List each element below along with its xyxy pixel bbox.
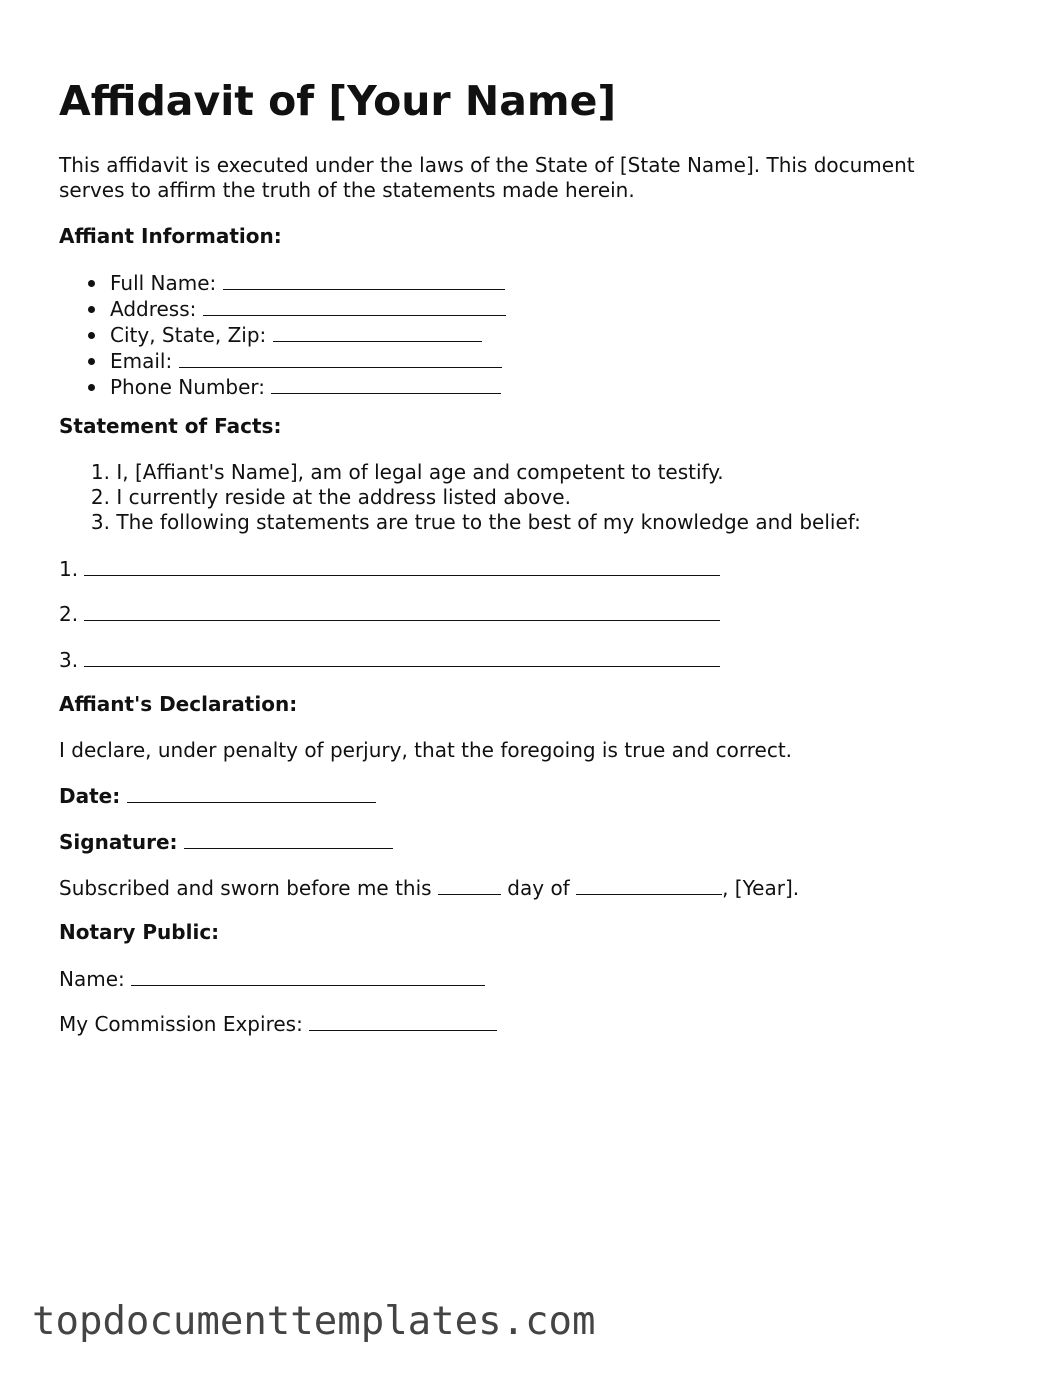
address-blank[interactable]	[203, 296, 506, 316]
list-item	[59, 270, 506, 296]
statement-blank-2[interactable]	[84, 601, 720, 621]
list-item	[59, 485, 861, 510]
bullet-icon	[88, 332, 95, 339]
sworn-day-blank[interactable]	[438, 875, 501, 895]
blank-number: 2.	[59, 602, 79, 626]
fact-text: I currently reside at the address listed above.	[116, 485, 571, 509]
field-label-address: Address:	[110, 297, 197, 321]
field-label-city-state-zip: City, State, Zip:	[110, 323, 267, 347]
blank-number: 3.	[59, 648, 79, 672]
notary-name-label: Name:	[59, 967, 125, 991]
signature-blank[interactable]	[184, 829, 393, 849]
commission-blank[interactable]	[309, 1011, 497, 1031]
field-label-phone-number: Phone Number:	[110, 375, 266, 399]
statement-of-facts-list	[59, 460, 861, 535]
item-number: 3.	[90, 510, 110, 534]
list-item	[59, 296, 506, 322]
statement-blank-line-2	[59, 601, 720, 627]
sworn-prefix: Subscribed and sworn before me this	[59, 876, 432, 900]
commission-line	[59, 1011, 497, 1037]
notary-name-line	[59, 966, 485, 992]
intro-paragraph: This affidavit is executed under the laws of the State of [State Name]. This document serves to affirm the truth of the statements made herein.	[59, 153, 915, 202]
date-label: Date:	[59, 784, 121, 808]
commission-label: My Commission Expires:	[59, 1012, 303, 1036]
bullet-icon	[88, 280, 95, 287]
statement-blank-1[interactable]	[84, 556, 720, 576]
statement-blank-3[interactable]	[84, 647, 720, 667]
list-item	[59, 374, 506, 400]
notary-name-blank[interactable]	[131, 966, 485, 986]
blank-number: 1.	[59, 557, 79, 581]
signature-line	[59, 829, 393, 855]
phone-number-blank[interactable]	[271, 374, 501, 394]
email-blank[interactable]	[179, 348, 502, 368]
fact-text: The following statements are true to the best of my knowledge and belief:	[116, 510, 861, 534]
fact-text: I, [Affiant's Name], am of legal age and competent to testify.	[116, 460, 724, 484]
list-item	[59, 460, 861, 485]
bullet-icon	[88, 358, 95, 365]
sworn-suffix: , [Year].	[722, 876, 800, 900]
watermark: topdocumenttemplates.com	[32, 1299, 596, 1344]
date-blank[interactable]	[127, 783, 376, 803]
notary-heading: Notary Public:	[59, 920, 220, 944]
field-label-full-name: Full Name:	[110, 271, 217, 295]
date-line	[59, 783, 376, 809]
statement-blank-line-3	[59, 647, 720, 673]
affiant-info-heading: Affiant Information:	[59, 224, 282, 248]
field-label-email: Email:	[110, 349, 173, 373]
sworn-month-blank[interactable]	[576, 875, 722, 895]
signature-label: Signature:	[59, 830, 178, 854]
full-name-blank[interactable]	[223, 270, 505, 290]
bullet-icon	[88, 306, 95, 313]
declaration-text: I declare, under penalty of perjury, that the foregoing is true and correct.	[59, 738, 793, 762]
item-number: 1.	[90, 460, 110, 484]
list-item	[59, 510, 861, 535]
sworn-middle: day of	[507, 876, 570, 900]
page-title: Affidavit of [Your Name]	[59, 77, 617, 125]
list-item	[59, 322, 506, 348]
bullet-icon	[88, 384, 95, 391]
item-number: 2.	[90, 485, 110, 509]
list-item	[59, 348, 506, 374]
statement-blank-line-1	[59, 556, 720, 582]
declaration-heading: Affiant's Declaration:	[59, 692, 298, 716]
statement-of-facts-heading: Statement of Facts:	[59, 414, 282, 438]
sworn-line	[59, 875, 799, 901]
city-state-zip-blank[interactable]	[273, 322, 482, 342]
affiant-info-list	[59, 270, 506, 400]
